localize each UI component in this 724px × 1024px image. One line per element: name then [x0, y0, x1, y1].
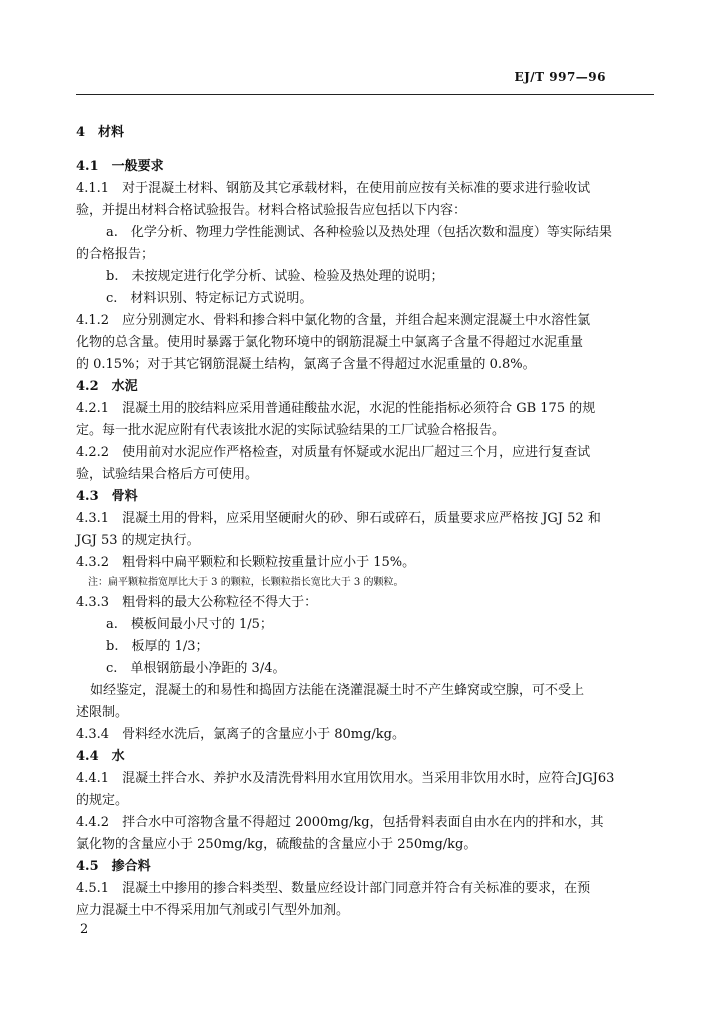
- header-rule: [76, 94, 654, 95]
- clause-text: 4.3.3 粗骨料的最大公称粒径不得大于：: [76, 595, 318, 610]
- note-text: 注：扁平颗粒指宽厚比大于 3 的颗粒，长颗粒指长宽比大于 3 的颗粒。: [88, 577, 404, 588]
- clause-text: 的合格报告；: [76, 247, 155, 262]
- section-heading: 4 材料: [76, 125, 125, 140]
- clause-text: 4.1.1 对于混凝土材料、钢筋及其它承载材料，在使用前应按有关标准的要求进行验收试: [76, 181, 591, 196]
- list-item: c. 单根钢筋最小净距的 3/4。: [106, 661, 286, 676]
- clause-heading: 4.1 一般要求: [76, 159, 164, 174]
- clause-text: 验，试验结果合格后方可使用。: [76, 467, 259, 482]
- list-item: c. 材料识别、特定标记方式说明。: [106, 291, 313, 306]
- clause-text: 验，并提出材料合格试验报告。材料合格试验报告应包括以下内容：: [76, 203, 467, 218]
- clause-text: 的规定。: [76, 793, 129, 808]
- clause-text: 化物的总含量。使用时暴露于氯化物环境中的钢筋混凝土中氯离子含量不得超过水泥重量: [76, 335, 584, 350]
- clause-text: 定。每一批水泥应附有代表该批水泥的实际试验结果的工厂试验合格报告。: [76, 423, 506, 438]
- clause-text: 4.3.4 骨料经水洗后，氯离子的含量应小于 80mg/kg。: [76, 727, 405, 742]
- clause-text: JGJ 53 的规定执行。: [76, 533, 200, 548]
- clause-text: 4.4.2 拌合水中可溶物含量不得超过 2000mg/kg，包括骨料表面自由水在内的拌和水，其: [76, 815, 604, 830]
- list-item: b. 未按规定进行化学分析、试验、检验及热处理的说明；: [106, 269, 444, 284]
- clause-text: 如经鉴定，混凝土的和易性和捣固方法能在浇灌混凝土时不产生蜂窝或空腺，可不受上: [90, 683, 585, 698]
- list-item: a. 模板间最小尺寸的 1/5；: [106, 617, 273, 632]
- clause-text: 4.2.1 混凝土用的胶结料应采用普通硅酸盐水泥，水泥的性能指标必须符合 GB 175 的规: [76, 401, 596, 416]
- clause-text: 的 0.15%；对于其它钢筋混凝土结构，氯离子含量不得超过水泥重量的 0.8%。: [76, 357, 536, 372]
- clause-text: 4.3.2 粗骨料中扁平颗粒和长颗粒按重量计应小于 15%。: [76, 555, 416, 570]
- clause-text: 4.4.1 混凝土拌合水、养护水及清洗骨料用水宜用饮用水。当采用非饮用水时，应符合JGJ63: [76, 771, 615, 786]
- clause-heading: 4.2 水泥: [76, 379, 138, 394]
- clause-text: 述限制。: [76, 705, 129, 720]
- clause-text: 氯化物的含量应小于 250mg/kg，硫酸盐的含量应小于 250mg/kg。: [76, 837, 477, 852]
- clause-text: 4.5.1 混凝土中掺用的掺合料类型、数量应经设计部门同意并符合有关标准的要求，在预: [76, 881, 591, 896]
- clause-text: 应力混凝土中不得采用加气剂或引气型外加剂。: [76, 903, 350, 918]
- clause-heading: 4.4 水: [76, 749, 125, 764]
- clause-text: 4.3.1 混凝土用的骨料，应采用坚硬耐火的砂、卵石或碎石，质量要求应严格按 JGJ 52 和: [76, 511, 601, 526]
- clause-heading: 4.5 掺合料: [76, 859, 151, 874]
- list-item: a. 化学分析、物理力学性能测试、各种检验以及热处理（包括次数和温度）等实际结果: [106, 225, 612, 240]
- list-item: b. 板厚的 1/3；: [106, 639, 209, 654]
- page-number: 2: [80, 922, 89, 937]
- header-standard-code: EJ/T 997—96: [514, 70, 606, 84]
- clause-heading: 4.3 骨料: [76, 489, 138, 504]
- document-body: [76, 122, 654, 922]
- clause-text: 4.2.2 使用前对水泥应作严格检查，对质量有怀疑或水泥出厂超过三个月，应进行复查试: [76, 445, 591, 460]
- clause-text: 4.1.2 应分别测定水、骨料和掺合料中氯化物的含量，并组合起来测定混凝土中水溶性氯: [76, 313, 591, 328]
